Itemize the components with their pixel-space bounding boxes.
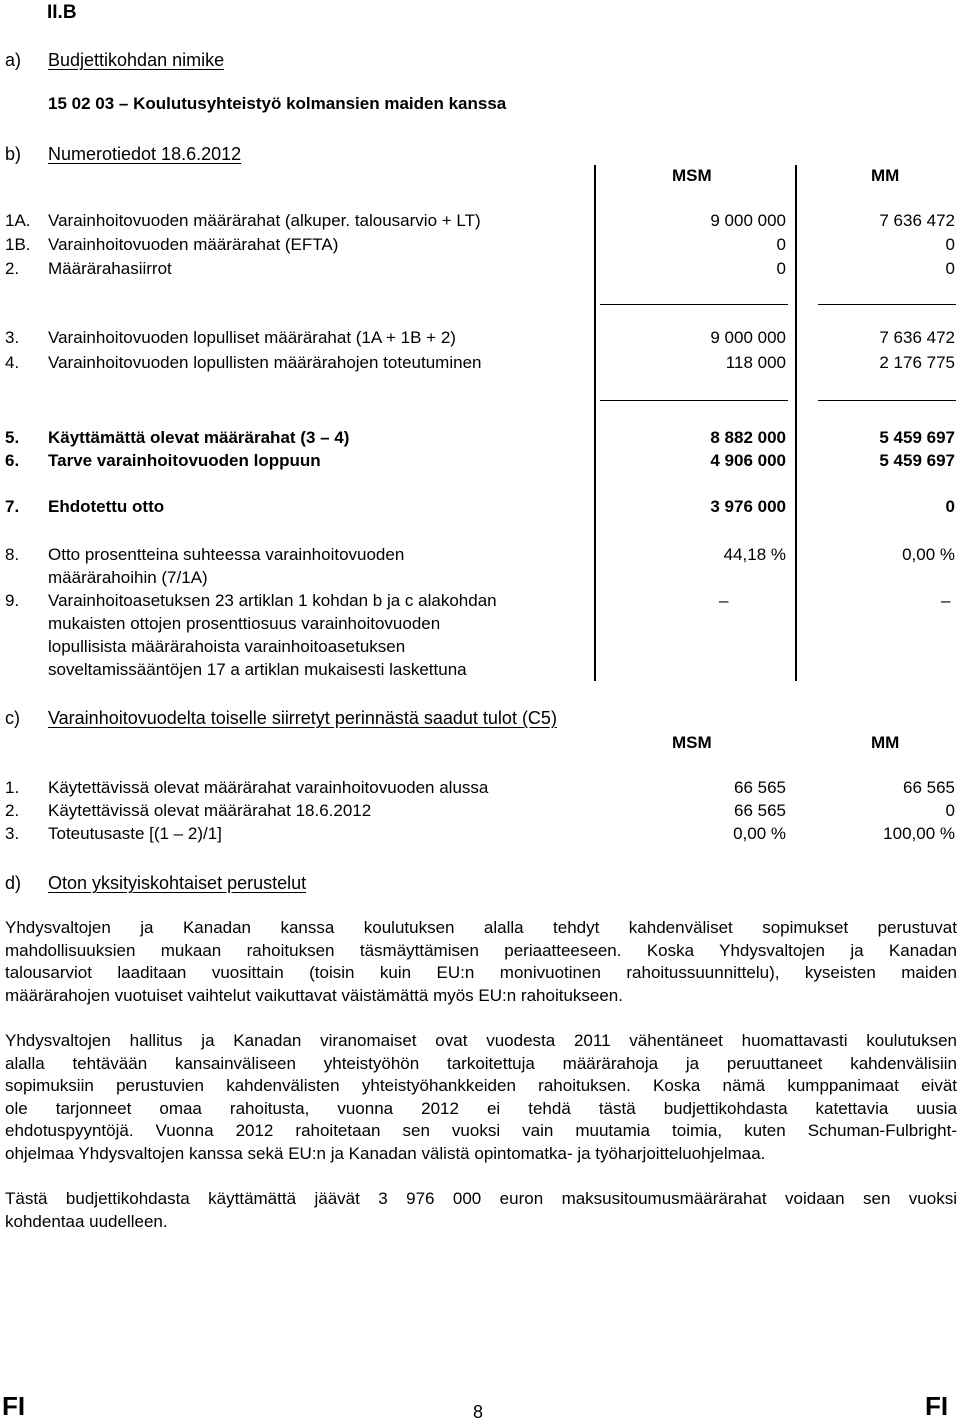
row-value-msm: 0,00 %	[733, 824, 786, 843]
section-a-title: Budjettikohdan nimike	[48, 50, 225, 70]
row-label: Käytettävissä olevat määrärahat 18.6.2012	[48, 801, 372, 820]
row-value-mm: 0	[945, 497, 955, 516]
row-label: Varainhoitovuoden lopulliset määrärahat (1A + 1B + 2)	[48, 328, 456, 347]
row-value-mm: 2 176 775	[879, 353, 955, 372]
section-heading: II.B	[47, 2, 77, 23]
row-value-mm: 100,00 %	[883, 824, 955, 843]
row-label: Tarve varainhoitovuoden loppuun	[48, 451, 321, 470]
row-number: 7.	[5, 497, 20, 516]
row-value-mm: 7 636 472	[879, 328, 955, 347]
section-c-marker: c)	[5, 708, 20, 728]
row-value-msm: 44,18 %	[723, 545, 786, 564]
row-value-msm: –	[719, 591, 729, 610]
paragraph-line: talousarviot laaditaan vuosittain (toisin kuin EU:n monivuotinen rahoitussuunnittelu), kyseisten maiden	[5, 963, 957, 982]
row-label: Ehdotettu otto	[48, 497, 165, 516]
row-value-msm: 0	[776, 235, 786, 254]
row-number: 5.	[5, 428, 20, 447]
row-label-continued: mukaisten ottojen prosenttiosuus varainhoitovuoden	[48, 614, 441, 633]
justification-paragraph-1	[5, 917, 957, 1007]
row-value-mm: 0,00 %	[902, 545, 955, 564]
row-number: 4.	[5, 353, 20, 372]
budget-item-name: 15 02 03 – Koulutusyhteistyö kolmansien maiden kanssa	[48, 94, 507, 113]
section-a-marker: a)	[5, 50, 22, 70]
paragraph-line: ole tarjonneet omaa rahoitusta, vuonna 2012 ei tehdä tästä budjettikohdasta katettavia uusia	[5, 1098, 957, 1118]
row-label-continued: lopullisista määrärahoista varainhoitoasetuksen	[48, 637, 406, 656]
row-value-mm: 5 459 697	[879, 428, 955, 447]
row-value-msm: 66 565	[734, 778, 786, 797]
row-number: 1.	[5, 778, 20, 797]
row-value-msm: 8 882 000	[710, 428, 786, 447]
table-c-header-msm: MSM	[672, 733, 712, 752]
sum-rule	[818, 400, 956, 401]
table-b-separator-1	[594, 165, 596, 681]
row-label: Toteutusaste [(1 – 2)/1]	[48, 824, 222, 843]
paragraph-line: Yhdysvaltojen hallitus ja Kanadan viranomaiset ovat vuodesta 2011 vähentäneet huomattavasti koulutuksen	[5, 1031, 957, 1050]
paragraph-line: alalla tehtävään kansainväliseen yhteistyöhön tarkoitettuja määrärahoja ja peruuttaneet kahdenvälisiin	[5, 1053, 957, 1073]
section-b-title: Numerotiedot 18.6.2012	[48, 144, 242, 164]
paragraph-line: Tästä budjettikohdasta käyttämättä jäävät 3 976 000 euron maksusitoumusmäärärahat voidaan sen vuoksi	[5, 1189, 957, 1208]
row-label: Varainhoitovuoden määrärahat (alkuper. talousarvio + LT)	[48, 211, 481, 230]
row-value-mm: 0	[945, 235, 955, 254]
row-number: 1B.	[5, 235, 31, 254]
row-value-mm: 5 459 697	[879, 451, 955, 470]
row-label: Varainhoitoasetuksen 23 artiklan 1 kohdan b ja c alakohdan	[48, 591, 497, 610]
row-value-msm: 3 976 000	[710, 497, 786, 516]
section-c-title: Varainhoitovuodelta toiselle siirretyt perinnästä saadut tulot (C5)	[48, 708, 557, 728]
row-number: 9.	[5, 591, 20, 610]
row-label-continued: määrärahoihin (7/1A)	[48, 568, 208, 587]
justification-paragraph-3	[5, 1188, 957, 1233]
section-d-title: Oton yksityiskohtaiset perustelut	[48, 873, 307, 893]
row-value-msm: 4 906 000	[710, 451, 786, 470]
row-value-mm: –	[941, 591, 951, 610]
sum-rule	[818, 304, 956, 305]
row-number: 3.	[5, 328, 20, 347]
table-c-header-mm: MM	[871, 733, 900, 752]
row-value-mm: 66 565	[903, 778, 955, 797]
row-value-msm: 9 000 000	[710, 328, 786, 347]
footer-language-left: FI	[2, 1391, 26, 1421]
table-b-separator-2	[795, 165, 797, 681]
row-label: Käytettävissä olevat määrärahat varainhoitovuoden alussa	[48, 778, 489, 797]
row-number: 2.	[5, 801, 20, 820]
row-value-mm: 7 636 472	[879, 211, 955, 230]
sum-rule	[600, 304, 788, 305]
page-number: 8	[473, 1402, 484, 1422]
justification-paragraph-2	[5, 1030, 957, 1165]
paragraph-line: sopimuksiin perustuvien kahdenvälisten yhteistyöhankkeiden rahoituksen. Koska nämä kumppanimaat eivät	[5, 1076, 957, 1095]
table-b-header-mm: MM	[871, 166, 900, 185]
row-number: 3.	[5, 824, 20, 843]
paragraph-line: määrärahojen vuotuiset vaihtelut vaikuttavat väistämättä myös EU:n rahoitukseen.	[5, 985, 623, 1005]
row-number: 2.	[5, 259, 20, 278]
row-label: Määrärahasiirrot	[48, 259, 172, 278]
row-label: Otto prosentteina suhteessa varainhoitovuoden	[48, 545, 405, 564]
section-b-marker: b)	[5, 144, 22, 164]
row-value-msm: 9 000 000	[710, 211, 786, 230]
row-label-continued: soveltamissääntöjen 17 a artiklan mukaisesti laskettuna	[48, 660, 467, 679]
section-d-marker: d)	[5, 873, 22, 893]
row-value-msm: 66 565	[734, 801, 786, 820]
table-b-header-msm: MSM	[672, 166, 712, 185]
row-value-msm: 118 000	[725, 353, 786, 372]
row-value-mm: 0	[945, 259, 955, 278]
paragraph-line: ehdotuspyyntöjä. Vuonna 2012 rahoitetaan sen vuoksi vain muutamia toimia, kuten Schuman-Fulbright-	[5, 1121, 957, 1140]
row-number: 1A.	[5, 211, 31, 230]
paragraph-line: Yhdysvaltojen ja Kanadan kanssa koulutuksen alalla tehdyt kahdenväliset sopimukset perustuvat	[5, 918, 957, 937]
row-value-msm: 0	[776, 259, 786, 278]
row-label: Varainhoitovuoden lopullisten määrärahojen toteutuminen	[48, 353, 482, 372]
sum-rule	[600, 400, 788, 401]
row-label: Varainhoitovuoden määrärahat (EFTA)	[48, 235, 339, 254]
footer-language-right: FI	[925, 1391, 949, 1421]
paragraph-line: ohjelmaa Yhdysvaltojen kanssa sekä EU:n ja Kanadan välistä opintomatka- ja työharjoitteluohjelmaa.	[5, 1143, 766, 1163]
row-number: 6.	[5, 451, 20, 470]
row-value-mm: 0	[945, 801, 955, 820]
paragraph-line: kohdentaa uudelleen.	[5, 1211, 168, 1231]
paragraph-line: mahdollisuuksien mukaan rahoituksen täsmäyttämisen periaatteeseen. Koska Yhdysvaltojen ja Kanadan	[5, 940, 957, 960]
row-number: 8.	[5, 545, 20, 564]
row-label: Käyttämättä olevat määrärahat (3 – 4)	[48, 428, 350, 447]
